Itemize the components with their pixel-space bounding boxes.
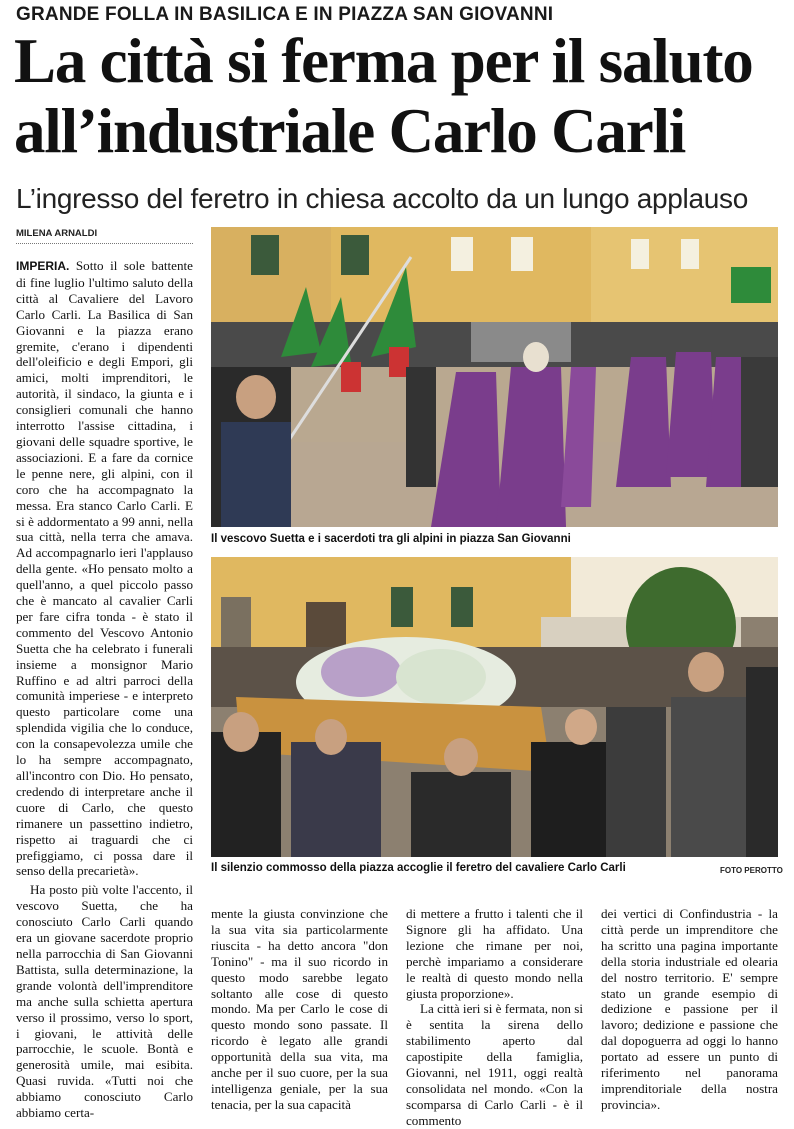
article-paragraph-2: Ha posto più volte l'accento, il vescovo Suetta, che ha conosciuto Carlo Carli quando era un giovane sacerdote proprio nella parrocchia di San Giovanni Battista, sulla determinazione, la grande volontà dell'imprenditore ma anche sulla schietta apertura verso il prossimo, verso lo sport, i giovani, le attività delle parrocchie, le scuole. Bontà e generosità umile, mai esibita. Quasi ruvida. «Tutti noi che abbiamo conosciuto Carlo abbiamo certa-	[16, 882, 193, 1121]
article-subheadline: L’ingresso del feretro in chiesa accolto da un lungo applauso	[16, 183, 748, 214]
photo-casket-image	[211, 557, 778, 857]
photo-caption-top: Il vescovo Suetta e i sacerdoti tra gli alpini in piazza San Giovanni	[211, 533, 571, 545]
dateline: IMPERIA.	[16, 259, 70, 273]
author-byline: MILENA ARNALDI	[16, 228, 193, 244]
column-3-paragraph-2: La città ieri si è fermata, non si è sentita la sirena dello stabilimento aperto dal capostipite della famiglia, Giovanni, nel 1911, oggi realtà consolidata nel mondo. «Con la scomparsa di Carlo Carli - è il commento	[406, 1001, 583, 1128]
headline-line-1: La città si ferma per il saluto	[14, 26, 753, 96]
column-3-paragraph-1: di mettere a frutto i talenti che il Signore gli ha affidato. Una lezione che rimane per noi, perchè impariamo a considerare le realtà di questo mondo nella giusta proporzione».	[406, 906, 583, 1001]
paragraph-1-text: Sotto il sole battente di fine luglio l'ultimo saluto della città al Cavaliere del Lavoro Carlo Carli. La Basilica di San Giovanni e la piazza erano gremite, c'erano i dipendenti dell'oleificio e degli Empori, gli amici, molti imprenditori, le autorità, il sindaco, la giunta e i consiglieri comunali che hanno interrotto l'assise cittadina, i giovani delle squadre sportive, le associazioni. E a fare da cornice le penne nere, gli alpini, con il coro che ha accompagnato la messa. Era stanco Carlo Carli. E si è addormentato a 99 anni, nella sua città, nella terra che amava. Ad accompagnarlo ieri l'applauso della gente. «Ho pensato molto a quell'anno, a quel piccolo passo che è mancato al cavalier Carli per fare cifra tonda - è stato il commento del Vescovo Antonio Suetta che ha celebrato i funerali insieme a monsignor Mario Ruffino e ad altri parroci della comunità imperiese - e interpreto questo particolare come una splendida vigilia che lo conduce, con la consapevolezza umile che lo ha sempre accompagnato, all'incontro con Dio. Ho pensato, credendo di interpretare anche il cuore di Carlo, che questo rimanere un passettino indietro, rispetto ai traguardi che ci prefiggiamo, ci possa dare il senso della precarietà».	[16, 258, 193, 879]
column-4-text: dei vertici di Confindustria - la città perde un imprenditore che ha scritto una pagina importante della storia industriale ed olearia del nostro territorio. E' sempre stato un grande esempio di dedizione e passione per il lavoro; dedizione e passione che dal dopoguerra ad oggi lo hanno portato ad essere un punto di riferimento nel panorama imprenditoriale della nostra provincia».	[601, 906, 778, 1112]
article-headline	[14, 26, 786, 166]
headline-line-2: all’industriale Carlo Carli	[14, 96, 686, 166]
column-2-text: mente la giusta convinzione che la sua vita sia particolarmente riuscita - ha detto ancora "don Tonino" - ma il suo ricordo in questo modo sarebbe legato soltanto alle cose di questo mondo. Ma per Carlo le cose di questo mondo sono passate. Il ricordo è legato alle grandi opportunità della sua vita, ma anche per il suo cuore, per la sua intelligenza geniale, per la sua tenacia, per la sua capacità	[211, 906, 388, 1112]
photo-credit: FOTO PEROTTO	[720, 866, 783, 875]
article-kicker: GRANDE FOLLA IN BASILICA E IN PIAZZA SAN GIOVANNI	[16, 4, 554, 25]
article-column-3	[406, 906, 583, 1129]
photo-caption-bottom: Il silenzio commosso della piazza accoglie il feretro del cavaliere Carlo Carli	[211, 862, 626, 874]
article-column-1	[16, 258, 193, 1121]
photo-bishop-priests-image	[211, 227, 778, 527]
article-column-4	[601, 906, 778, 1113]
article-column-2	[211, 906, 388, 1113]
photo-casket-procession	[211, 557, 778, 857]
article-paragraph-1	[16, 258, 193, 879]
photo-bishop-priests	[211, 227, 778, 527]
